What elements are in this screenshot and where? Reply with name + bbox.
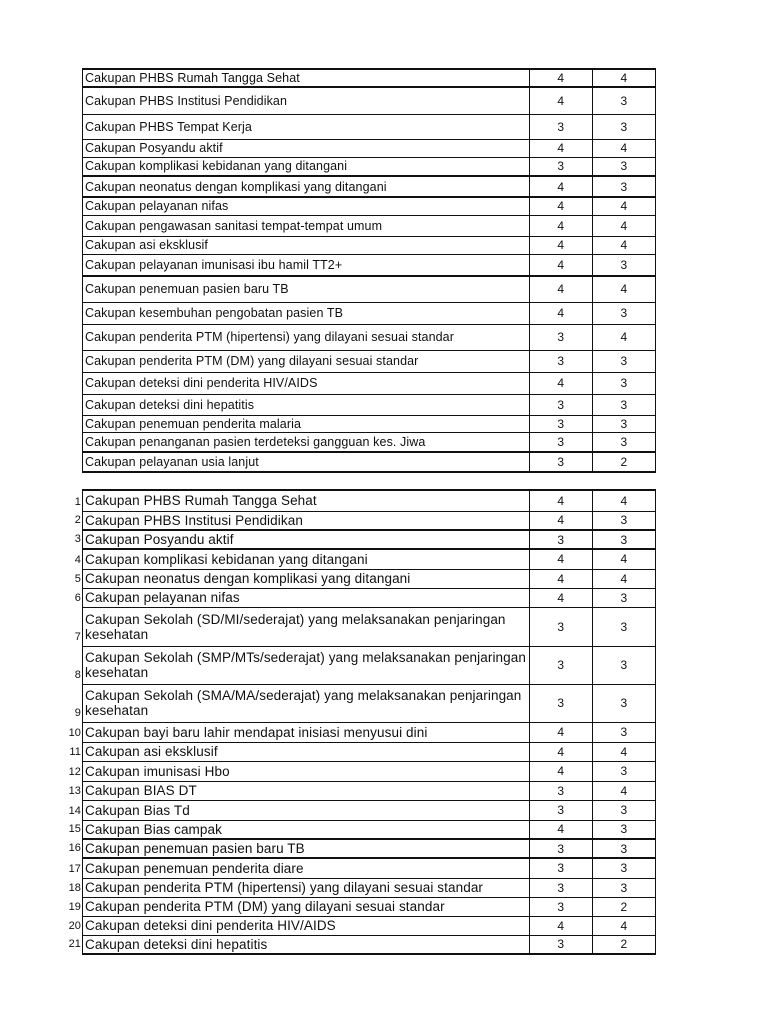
table-row: [83, 324, 656, 350]
table-row: [83, 302, 656, 324]
row-number: 3: [74, 533, 81, 545]
indicator-cell: [83, 114, 530, 139]
indicator-cell: [68, 820, 530, 839]
value-cell-1: 3: [529, 394, 592, 415]
table-row: [83, 569, 656, 588]
table-row: [83, 215, 656, 236]
indicator-label: Cakupan penemuan pasien baru TB: [85, 282, 289, 297]
table-row: [83, 916, 656, 935]
indicator-label: Cakupan PHBS Institusi Pendidikan: [85, 93, 288, 108]
value-cell-2: 3: [592, 87, 655, 114]
indicator-cell: [68, 916, 530, 935]
value-cell-2: 3: [592, 684, 655, 722]
table-row: [83, 490, 656, 511]
table-row: [83, 157, 656, 176]
indicator-cell: [83, 302, 530, 324]
row-number: 17: [68, 862, 81, 875]
indicator-table-2-body: [68, 490, 656, 954]
indicator-label: Cakupan penanganan pasien terdeteksi gangguan kes. Jiwa: [85, 434, 426, 449]
indicator-cell: [74, 684, 530, 722]
indicator-label: Cakupan imunisasi Hbo: [85, 763, 230, 779]
indicator-cell: [68, 839, 530, 858]
indicator-label: Cakupan Posyandu aktif: [85, 532, 234, 547]
value-cell-2: 4: [592, 569, 655, 588]
row-number: 21: [68, 938, 81, 950]
indicator-label: Cakupan pelayanan usia lanjut: [85, 455, 259, 469]
value-cell-2: 2: [592, 452, 655, 472]
indicator-label: Cakupan deteksi dini hepatitis: [85, 936, 268, 952]
indicator-cell: [74, 530, 530, 549]
value-cell-2: 4: [592, 139, 655, 157]
indicator-cell: [83, 197, 530, 215]
row-number: 10: [68, 726, 81, 739]
value-cell-2: 3: [592, 588, 655, 607]
table-row: [83, 350, 656, 372]
indicator-cell: [68, 897, 530, 916]
indicator-label: Cakupan komplikasi kebidanan yang ditangani: [85, 159, 348, 174]
indicator-cell: [74, 549, 530, 569]
table-row: [83, 684, 656, 722]
indicator-cell: [68, 800, 530, 820]
indicator-cell: [83, 139, 530, 157]
value-cell-1: 3: [529, 646, 592, 684]
row-number: 16: [68, 842, 81, 854]
value-cell-2: 3: [592, 722, 655, 742]
value-cell-1: 3: [529, 800, 592, 820]
table-row: [83, 742, 656, 761]
value-cell-2: 3: [592, 254, 655, 276]
table-row: [83, 839, 656, 858]
indicator-label: Cakupan kesembuhan pengobatan pasien TB: [85, 306, 344, 320]
row-number: 5: [74, 572, 81, 585]
value-cell-1: 3: [529, 839, 592, 858]
value-cell-1: 3: [529, 452, 592, 472]
row-number: 20: [68, 919, 81, 932]
indicator-cell: [68, 935, 530, 954]
row-number: 14: [68, 804, 81, 817]
row-number: 6: [74, 591, 81, 604]
indicator-label: Cakupan neonatus dengan komplikasi yang ditangani: [85, 179, 387, 194]
indicator-cell: [74, 588, 530, 607]
value-cell-1: 4: [529, 276, 592, 302]
table-row: [83, 549, 656, 569]
indicator-cell: [83, 324, 530, 350]
value-cell-1: 4: [529, 302, 592, 324]
value-cell-2: 4: [592, 324, 655, 350]
value-cell-2: 4: [592, 197, 655, 215]
row-number: 12: [68, 765, 81, 778]
row-number: 8: [74, 668, 81, 681]
value-cell-2: 3: [592, 858, 655, 878]
row-number: 13: [68, 784, 81, 797]
value-cell-1: 4: [529, 236, 592, 254]
indicator-label: Cakupan PHBS Tempat Kerja: [85, 119, 252, 134]
value-cell-2: 4: [592, 916, 655, 935]
indicator-table-2: [68, 489, 656, 955]
indicator-cell: [83, 350, 530, 372]
table-row: [83, 897, 656, 916]
indicator-label: Cakupan penderita PTM (hipertensi) yang dilayani sesuai standar: [85, 880, 484, 895]
table-row: [83, 935, 656, 954]
value-cell-1: 4: [529, 197, 592, 215]
value-cell-1: 3: [529, 878, 592, 897]
value-cell-2: 3: [592, 800, 655, 820]
value-cell-1: 3: [529, 530, 592, 549]
indicator-label: Cakupan pengawasan sanitasi tempat-tempat umum: [85, 218, 383, 233]
indicator-label: Cakupan penemuan penderita diare: [85, 860, 304, 876]
indicator-cell: [83, 176, 530, 197]
table-row: [83, 511, 656, 530]
indicator-label: Cakupan Bias Td: [85, 802, 190, 818]
table-row: [83, 139, 656, 157]
row-number: 9: [74, 706, 81, 719]
indicator-cell: [83, 394, 530, 415]
value-cell-1: 3: [529, 684, 592, 722]
value-cell-1: 4: [529, 820, 592, 839]
value-cell-2: 3: [592, 432, 655, 452]
indicator-label: Cakupan Sekolah (SD/MI/sederajat) yang melaksanakan penjaringan kesehatan: [85, 611, 506, 642]
indicator-label: Cakupan Posyandu aktif: [85, 141, 223, 155]
value-cell-2: 3: [592, 176, 655, 197]
value-cell-1: 4: [529, 588, 592, 607]
value-cell-2: 3: [592, 511, 655, 530]
value-cell-2: 3: [592, 157, 655, 176]
value-cell-1: 4: [529, 372, 592, 394]
indicator-table-1-body: [83, 69, 656, 472]
value-cell-2: 4: [592, 215, 655, 236]
table-row: [83, 781, 656, 800]
indicator-cell: [68, 858, 530, 878]
indicator-label: Cakupan neonatus dengan komplikasi yang ditangani: [85, 571, 411, 586]
table-row: [83, 858, 656, 878]
value-cell-2: 3: [592, 114, 655, 139]
indicator-label: Cakupan asi eksklusif: [85, 238, 208, 252]
indicator-cell: [74, 511, 530, 530]
table-row: [83, 432, 656, 452]
table-row: [83, 722, 656, 742]
indicator-label: Cakupan PHBS Rumah Tangga Sehat: [85, 71, 300, 85]
indicator-cell: [68, 722, 530, 742]
value-cell-2: 3: [592, 302, 655, 324]
value-cell-2: 3: [592, 646, 655, 684]
value-cell-1: 3: [529, 324, 592, 350]
value-cell-1: 4: [529, 916, 592, 935]
indicator-label: Cakupan pelayanan imunisasi ibu hamil TT2+: [85, 257, 343, 272]
indicator-label: Cakupan penderita PTM (DM) yang dilayani sesuai standar: [85, 899, 445, 914]
value-cell-1: 3: [529, 432, 592, 452]
indicator-cell: [74, 490, 530, 511]
indicator-cell: [83, 452, 530, 472]
value-cell-2: 4: [592, 742, 655, 761]
value-cell-2: 3: [592, 878, 655, 897]
indicator-cell: [68, 781, 530, 800]
value-cell-1: 4: [529, 722, 592, 742]
table-row: [83, 800, 656, 820]
table-row: [83, 820, 656, 839]
value-cell-2: 3: [592, 607, 655, 646]
value-cell-1: 3: [529, 607, 592, 646]
indicator-label: Cakupan pelayanan nifas: [85, 199, 229, 214]
row-number: 7: [74, 630, 81, 643]
indicator-label: Cakupan penderita PTM (DM) yang dilayani sesuai standar: [85, 354, 419, 368]
indicator-cell: [69, 742, 530, 761]
table-row: [83, 761, 656, 781]
value-cell-1: 4: [529, 176, 592, 197]
value-cell-1: 4: [529, 742, 592, 761]
indicator-label: Cakupan penemuan penderita malaria: [85, 416, 302, 431]
indicator-cell: [68, 761, 530, 781]
value-cell-1: 3: [529, 858, 592, 878]
row-number: 11: [69, 745, 81, 758]
value-cell-1: 4: [529, 254, 592, 276]
value-cell-1: 4: [529, 69, 592, 87]
indicator-cell: [83, 87, 530, 114]
value-cell-1: 3: [529, 350, 592, 372]
indicator-cell: [68, 878, 530, 897]
indicator-cell: [74, 569, 530, 588]
value-cell-1: 4: [529, 569, 592, 588]
value-cell-2: 3: [592, 839, 655, 858]
value-cell-2: 4: [592, 69, 655, 87]
indicator-cell: [83, 236, 530, 254]
indicator-cell: [83, 276, 530, 302]
indicator-cell: [83, 157, 530, 176]
value-cell-2: 3: [592, 530, 655, 549]
table-row: [83, 87, 656, 114]
indicator-label: Cakupan BIAS DT: [85, 783, 197, 798]
indicator-label: Cakupan Sekolah (SMA/MA/sederajat) yang melaksanakan penjaringan kesehatan: [85, 688, 522, 718]
indicator-cell: [83, 215, 530, 236]
value-cell-2: 3: [592, 415, 655, 432]
value-cell-2: 3: [592, 394, 655, 415]
value-cell-1: 4: [529, 490, 592, 511]
table-row: [83, 176, 656, 197]
indicator-table-1: [82, 68, 656, 473]
table-row: [83, 372, 656, 394]
value-cell-2: 4: [592, 276, 655, 302]
indicator-label: Cakupan PHBS Institusi Pendidikan: [85, 512, 303, 528]
indicator-label: Cakupan penderita PTM (hipertensi) yang dilayani sesuai standar: [85, 330, 455, 344]
indicator-label: Cakupan pelayanan nifas: [85, 590, 240, 605]
indicator-cell: [83, 415, 530, 432]
value-cell-2: 4: [592, 490, 655, 511]
indicator-cell: [83, 432, 530, 452]
value-cell-1: 4: [529, 139, 592, 157]
indicator-cell: [74, 646, 530, 684]
table-row: [83, 607, 656, 646]
value-cell-2: 4: [592, 549, 655, 569]
table-row: [83, 276, 656, 302]
value-cell-1: 4: [529, 511, 592, 530]
indicator-label: Cakupan komplikasi kebidanan yang ditangani: [85, 551, 368, 567]
value-cell-2: 3: [592, 350, 655, 372]
indicator-label: Cakupan bayi baru lahir mendapat inisiasi menyusui dini: [85, 724, 428, 740]
row-number: 18: [68, 881, 81, 894]
indicator-label: Cakupan penemuan pasien baru TB: [85, 841, 305, 856]
table-row: [83, 236, 656, 254]
indicator-label: Cakupan deteksi dini penderita HIV/AIDS: [85, 376, 318, 390]
value-cell-1: 4: [529, 87, 592, 114]
value-cell-2: 2: [592, 935, 655, 954]
value-cell-1: 3: [529, 114, 592, 139]
value-cell-1: 4: [529, 215, 592, 236]
value-cell-1: 3: [529, 781, 592, 800]
indicator-label: Cakupan asi eksklusif: [85, 744, 218, 759]
indicator-label: Cakupan deteksi dini penderita HIV/AIDS: [85, 918, 336, 933]
table-row: [83, 415, 656, 432]
table-row: [83, 254, 656, 276]
row-number: 19: [68, 900, 81, 913]
value-cell-2: 4: [592, 781, 655, 800]
indicator-cell: [83, 372, 530, 394]
value-cell-1: 3: [529, 415, 592, 432]
row-number: 4: [74, 553, 81, 566]
row-number: 15: [68, 823, 81, 835]
row-number: 1: [74, 495, 81, 508]
table-row: [83, 114, 656, 139]
indicator-cell: [83, 69, 530, 87]
indicator-label: Cakupan deteksi dini hepatitis: [85, 397, 255, 412]
value-cell-2: 4: [592, 236, 655, 254]
value-cell-2: 3: [592, 372, 655, 394]
indicator-label: Cakupan Sekolah (SMP/MTs/sederajat) yang melaksanakan penjaringan kesehatan: [85, 650, 526, 680]
row-number: 2: [74, 514, 81, 526]
indicator-cell: [83, 254, 530, 276]
indicator-label: Cakupan Bias campak: [85, 821, 222, 837]
indicator-cell: [74, 607, 530, 646]
value-cell-2: 2: [592, 897, 655, 916]
value-cell-1: 3: [529, 935, 592, 954]
indicator-label: Cakupan PHBS Rumah Tangga Sehat: [85, 493, 317, 509]
table-row: [83, 197, 656, 215]
value-cell-1: 4: [529, 549, 592, 569]
table-row: [83, 588, 656, 607]
table-row: [83, 394, 656, 415]
value-cell-2: 3: [592, 820, 655, 839]
table-row: [83, 646, 656, 684]
table-row: [83, 878, 656, 897]
table-row: [83, 530, 656, 549]
table-row: [83, 452, 656, 472]
value-cell-1: 3: [529, 897, 592, 916]
table-row: [83, 69, 656, 87]
value-cell-1: 3: [529, 157, 592, 176]
value-cell-1: 4: [529, 761, 592, 781]
value-cell-2: 3: [592, 761, 655, 781]
